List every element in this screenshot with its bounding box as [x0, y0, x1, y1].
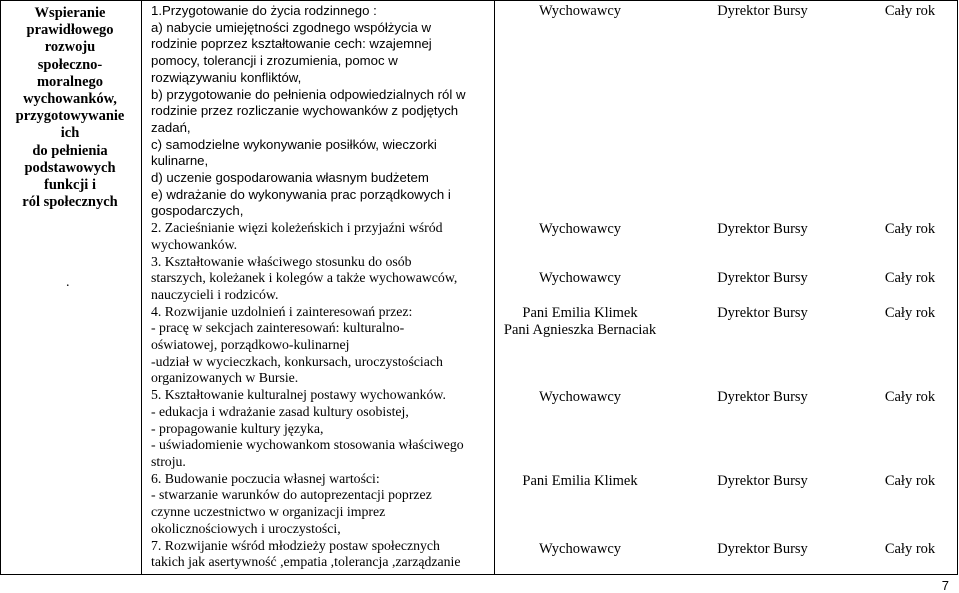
- task-line: - propagowanie kultury języka,: [151, 420, 324, 436]
- task-line: czynne uczestnictwo w organizacji imprez: [151, 504, 386, 520]
- task-line: starszych, koleżanek i kolegów a także wychowawców,: [151, 270, 458, 286]
- task-line: b) przygotowanie do pełnienia odpowiedzialnych ról w: [151, 86, 466, 102]
- task-line: okolicznościowych i uroczystości,: [151, 520, 341, 536]
- timeframe-cell: Cały rok: [884, 389, 936, 405]
- task-line: 5. Kształtowanie kulturalnej postawy wychowanków.: [151, 387, 446, 403]
- task-line: c) samodzielne wykonywanie posiłków, wieczorki: [151, 136, 437, 152]
- goal-line: wychowanków,: [23, 91, 117, 108]
- goal-line: podstawowych: [24, 159, 116, 176]
- column-divider: [141, 0, 142, 575]
- task-line: - edukacja i wdrażanie zasad kultury osobistej,: [151, 403, 409, 419]
- timeframe-cell: Cały rok: [884, 221, 936, 237]
- tasks-cell: [151, 3, 491, 571]
- timeframe-cell: Cały rok: [884, 305, 936, 321]
- goal-line: przygotowywanie: [15, 108, 125, 125]
- task-line: - stwarzanie warunków do autoprezentacji poprzez: [151, 487, 432, 503]
- task-line: 3. Kształtowanie właściwego stosunku do osób: [151, 253, 412, 269]
- responsible-cell: Wychowawcy: [538, 389, 622, 405]
- task-line: 1.Przygotowanie do życia rodzinnego :: [151, 3, 377, 18]
- goal-line: Wspieranie: [34, 5, 106, 21]
- task-line: gospodarczych,: [151, 203, 244, 219]
- goal-line: ich: [60, 125, 80, 142]
- task-line: 4. Rozwijanie uzdolnień i zainteresowań przez:: [151, 303, 413, 319]
- goal-line: funkcji i: [44, 177, 96, 194]
- task-line: - pracę w sekcjach zainteresowań: kulturalno-: [151, 320, 405, 336]
- supervisor-cell: Dyrektor Bursy: [717, 389, 808, 405]
- goal-line: prawidłowego: [26, 22, 114, 39]
- timeframe-cell: Cały rok: [884, 3, 936, 19]
- goal-line: do pełnienia: [32, 142, 108, 159]
- task-line: e) wdrażanie do wykonywania prac porządkowych i: [151, 186, 451, 202]
- bullet-dot: .: [66, 275, 70, 290]
- task-line: -udział w wycieczkach, konkursach, uroczystościach: [151, 353, 443, 369]
- task-line: 6. Budowanie poczucia własnej wartości:: [151, 470, 380, 486]
- responsible-cell: Wychowawcy: [538, 541, 622, 557]
- goal-line: społeczno-moralnego: [36, 56, 104, 90]
- goal-cell: [5, 5, 135, 211]
- task-line: 2. Zacieśnianie więzi koleżeńskich i przyjaźni wśród: [151, 220, 443, 236]
- responsible-cell-second: Pani Agnieszka Bernaciak: [503, 322, 657, 338]
- task-line: - uświadomienie wychowankom stosowania właściwego: [151, 437, 464, 453]
- task-line: rodzinie poprzez kształtowanie cech: wzajemnej: [151, 36, 432, 52]
- task-line: kulinarne,: [151, 153, 209, 169]
- responsible-cell: Pani Emilia Klimek: [522, 305, 638, 321]
- supervisor-cell: Dyrektor Bursy: [717, 305, 808, 321]
- task-line: oświatowej, porządkowo-kulinarnej: [151, 337, 350, 353]
- task-line: wychowanków.: [151, 236, 238, 252]
- goal-line: rozwoju: [44, 39, 96, 56]
- supervisor-cell: Dyrektor Bursy: [717, 541, 808, 557]
- responsible-cell: Wychowawcy: [538, 3, 622, 19]
- task-line: a) nabycie umiejętności zgodnego współżycia w: [151, 19, 432, 35]
- task-line: rozwiązywaniu konfliktów,: [151, 69, 302, 85]
- supervisor-cell: Dyrektor Bursy: [717, 3, 808, 19]
- task-line: nauczycieli i rodziców.: [151, 286, 279, 302]
- timeframe-cell: Cały rok: [884, 541, 936, 557]
- page-number: 7: [941, 578, 949, 593]
- goal-line: ról społecznych: [22, 194, 118, 211]
- responsible-cell: Wychowawcy: [538, 221, 622, 237]
- timeframe-cell: Cały rok: [884, 270, 936, 286]
- task-line: zadań,: [151, 119, 191, 135]
- task-line: 7. Rozwijanie wśród młodzieży postaw społecznych: [151, 537, 440, 553]
- task-line: takich jak asertywność ,empatia ,tolerancja ,zarządzanie: [151, 554, 461, 570]
- task-line: stroju.: [151, 453, 186, 469]
- supervisor-cell: Dyrektor Bursy: [717, 473, 808, 489]
- task-line: pomocy, tolerancji i zrozumienia, pomoc w: [151, 53, 398, 69]
- task-line: d) uczenie gospodarowania własnym budżetem: [151, 170, 429, 186]
- supervisor-cell: Dyrektor Bursy: [717, 221, 808, 237]
- responsible-cell: Wychowawcy: [538, 270, 622, 286]
- timeframe-cell: Cały rok: [884, 473, 936, 489]
- supervisor-cell: Dyrektor Bursy: [717, 270, 808, 286]
- task-line: organizowanych w Bursie.: [151, 370, 299, 386]
- responsible-cell: Pani Emilia Klimek: [522, 473, 638, 489]
- task-line: rodzinie przez rozliczanie wychowanków z podjętych: [151, 103, 459, 119]
